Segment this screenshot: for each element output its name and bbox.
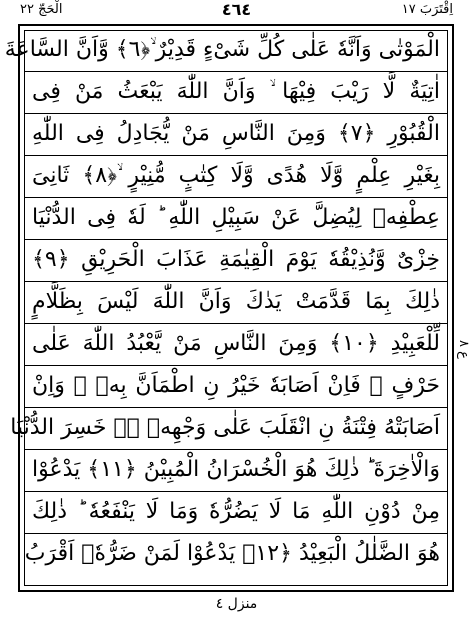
text-line: هُوَ الضَّلٰلُ الْبَعِیْدُ ﴿١٢﴾ یَدْعُوْا لَمَنْ ضَرُّهٗۤ اَقْرَبُ [24, 541, 440, 566]
surah-name: الْحَجّ ٢٢ [20, 2, 63, 17]
text-line: ذٰلِكَ بِمَا قَدَّمَتْ یَدٰكَ وَاَنَّ اللّٰهَ لَیْسَ بِظَلَّامٍ [24, 282, 448, 324]
text-line: حَرْفٍ ۚ فَاِنْ اَصَابَهٗ خَیْرُ نِ اطْمَاَنَّ بِهٖ ۚ وَاِنْ [24, 366, 448, 408]
manzil-footer: منزل ٤ [215, 596, 258, 612]
text-line: خِزْیٌ وَّنُذِیْقُهٗ یَوْمَ الْقِیٰمَةِ عَذَابَ الْحَرِیْقِ ﴿٩﴾ [24, 240, 448, 282]
page-number: ٤٦٤ [221, 0, 252, 19]
juz-name: اِقْتَرَبَ ١٧ [401, 2, 453, 17]
text-line: الْقُبُوْرِ ﴿٧﴾ وَمِنَ النَّاسِ مَنْ یُّجَادِلُ فِی اللّٰهِ [24, 114, 448, 156]
text-line: بِغَیْرِ عِلْمٍ وَّلَا هُدًى وَّلَا كِتٰبٍ مُّنِیْرٍ ۙ﴿٨﴾ ثَانِیَ [24, 156, 448, 198]
text-line: مِنْ دُوْنِ اللّٰهِ مَا لَا یَضُرُّهٗ وَمَا لَا یَنْفَعُهٗ ؕ ذٰلِكَ [24, 492, 448, 534]
text-line: لِّلْعَبِیْدِ ﴿١٠﴾ وَمِنَ النَّاسِ مَنْ یَّعْبُدُ اللّٰهَ عَلٰى [24, 324, 448, 366]
text-line: اَصَابَتْهُ فِتْنَةُ نِ انْقَلَبَ عَلٰى وَجْهِهٖ ۚ۫ خَسِرَ الدُّنْیَا [24, 408, 448, 450]
text-block [4, 30, 448, 586]
ruku-marker: ع ٨ [456, 340, 471, 359]
text-line: اٰتِیَةٌ لَّا رَیْبَ فِیْهَا ۙ وَاَنَّ اللّٰهَ یَبْعَثُ مَنْ فِی [24, 72, 448, 114]
text-line: وَالْاٰخِرَةَ ؕ ذٰلِكَ هُوَ الْخُسْرَانُ الْمُبِیْنُ ﴿١١﴾ یَدْعُوْا [24, 450, 448, 492]
text-line: عِطْفِهٖ لِیُضِلَّ عَنْ سَبِیْلِ اللّٰهِ ؕ لَهٗ فِی الدُّنْیَا [24, 198, 448, 240]
text-line: الْمَوْتٰى وَاَنَّهٗ عَلٰى كُلِّ شَیْءٍ قَدِیْرٌ ۙ﴿٦﴾ وَّاَنَّ السَّاعَةَ [24, 30, 448, 72]
